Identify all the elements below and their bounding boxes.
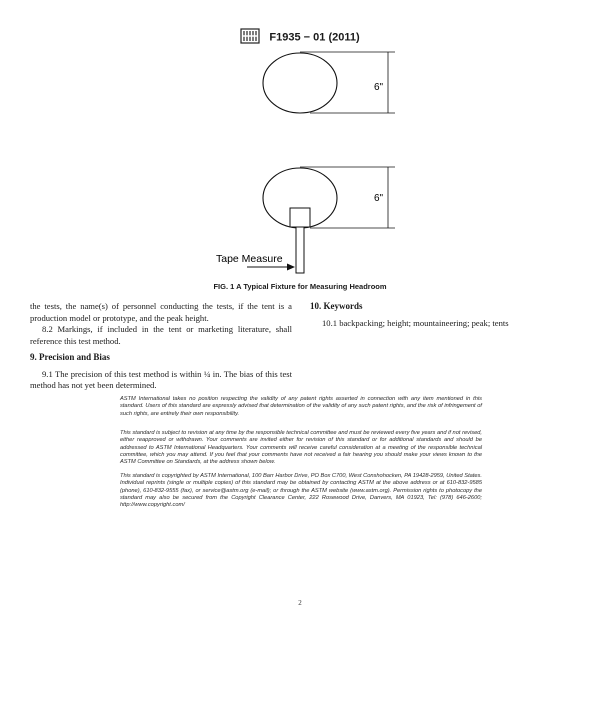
tape-measure-label: Tape Measure bbox=[216, 253, 283, 265]
fixture-ellipse-top bbox=[263, 53, 337, 113]
copyright-notice: This standard is copyrighted by ASTM International, 100 Barr Harbor Drive, PO Box C700, West Conshohocken, PA 19428-2959, United States. Individual reprints (single or multiple copies) of this standard may be obtained by contacting ASTM at the above address or at 610-832-9585 (phone), 610-832-9555 (fax), or service@astm.org (e-mail); or through the ASTM website (www.astm.org). Permission rights to photocopy the standard may also be secured from the Copyright Clearance Center, 222 Rosewood Drive, Danvers, MA 01923, Tel: (978) 646-2600; http://www.copyright.com/ bbox=[120, 473, 482, 509]
section-10-heading: 10. Keywords bbox=[310, 301, 363, 311]
left-column bbox=[30, 301, 292, 392]
revision-notice: This standard is subject to revision at any time by the responsible technical committee and must be reviewed every five years and if not revised, either reapproved or withdrawn. Your comments are invited either for revision of this standard or for additional standards and should be addressed to ASTM International Headquarters. Your comments will receive careful consideration at a meeting of the responsible technical committee, which you may attend. If you feel that your comments have not received a fair hearing you should make your views known to the ASTM Committee on Standards, at the address shown below. bbox=[120, 430, 482, 466]
section-9-heading: 9. Precision and Bias bbox=[30, 352, 110, 362]
paragraph-8-1-continued: the tests, the name(s) of personnel conducting the tests, if the tent is a production model or prototype, and the peak height. bbox=[30, 301, 292, 323]
tape-strip bbox=[296, 227, 304, 273]
dim-label-bottom: 6" bbox=[374, 193, 384, 204]
paragraph-9-1: 9.1 The precision of this test method is within ¼ in. The bias of this test method has not yet been determined. bbox=[30, 368, 292, 390]
headroom-fixture-figure bbox=[0, 0, 600, 290]
paragraph-8-2: 8.2 Markings, if included in the tent or marketing literature, shall reference this test method. bbox=[30, 324, 292, 346]
paragraph-10-1: 10.1 backpacking; height; mountaineering; peak; tents bbox=[322, 317, 509, 328]
tape-arrow-head bbox=[287, 264, 295, 271]
patent-notice: ASTM International takes no position respecting the validity of any patent rights asserted in connection with any item mentioned in this standard. Users of this standard are expressly advised that determination of the validity of any such patent rights, and the risk of infringement of such rights, are entirely their own responsibility. bbox=[120, 396, 482, 417]
tape-housing bbox=[290, 208, 310, 227]
page-number: 2 bbox=[298, 599, 302, 607]
dim-label-top: 6" bbox=[374, 82, 384, 93]
right-column bbox=[310, 301, 570, 329]
document-code: F1935 − 01 (2011) bbox=[269, 31, 360, 44]
figure-caption: FIG. 1 A Typical Fixture for Measuring Headroom bbox=[213, 282, 387, 291]
